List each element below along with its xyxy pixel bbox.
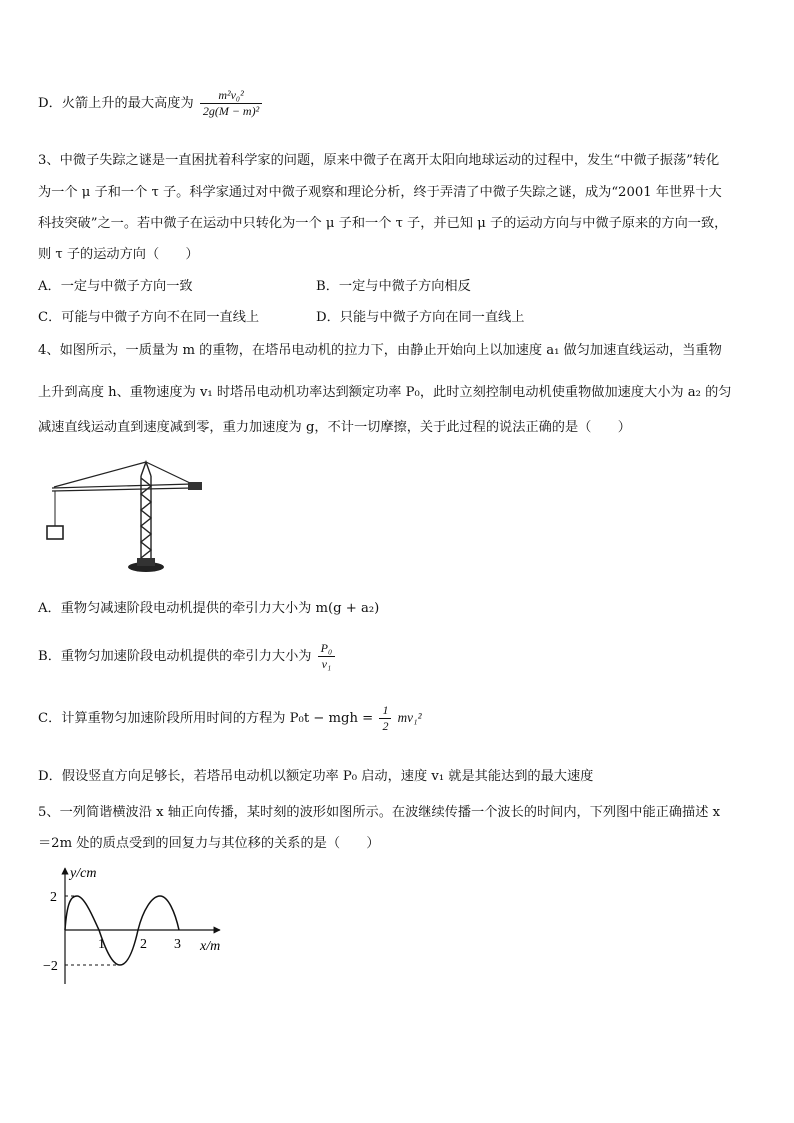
q3-line-1: 3、中微子失踪之谜是一直困扰着科学家的问题，原来中微子在离开太阳向地球运动的过程中，发生“中微子振荡”转化 [38,153,720,168]
fraction-denominator: v₁ [321,657,332,671]
q3-line-4: 则 τ 子的运动方向（ ） [38,247,199,262]
q5-line-2: ＝2m 处的质点受到的回复力与其位移的关系的是（ ） [38,836,380,851]
q3-option-a: A．一定与中微子方向一致 [38,279,193,294]
q4-line-3: 减速直线运动直到速度减到零，重力加速度为 g，不计一切摩擦，关于此过程的说法正确的是（ ） [38,420,631,435]
q4-option-b [38,641,337,672]
q2-option-d [38,88,264,119]
fraction-denominator: 2g(M − m)² [202,104,260,118]
crane-counterweight [188,482,202,490]
q4-line-2: 上升到高度 h、重物速度为 v₁ 时塔吊电动机功率达到额定功率 P₀，此时立刻控制电动机使重物做加速度大小为 a₂ 的匀 [38,385,732,400]
q4-option-b-text: B．重物匀加速阶段电动机提供的牵引力大小为 [38,649,312,664]
q3-line-2: 为一个 μ 子和一个 τ 子。科学家通过对中微子观察和理论分析，终于弄清了中微子失踪之谜，成为“2001 年世界十大 [38,185,722,200]
y-tick-label-neg2: −2 [43,959,58,974]
y-axis-label: y/cm [70,866,97,881]
q3-option-d: D．只能与中微子方向在同一直线上 [316,310,525,325]
q4-option-c [38,703,422,734]
q4-option-a: A．重物匀减速阶段电动机提供的牵引力大小为 m(g + a₂) [38,601,380,616]
fraction-numerator: P₀ [318,641,336,657]
fraction-denominator: 2 [382,719,389,733]
tower-crane-figure [42,458,212,576]
q2-option-d-text: D．火箭上升的最大高度为 [38,96,194,111]
x-axis-label: x/m [200,939,221,954]
crane-jib [52,462,192,491]
q4-option-d: D．假设竖直方向足够长，若塔吊电动机以额定功率 P₀ 启动，速度 v₁ 就是其能达到的最大速度 [38,769,594,784]
crane-base-block [137,558,155,566]
q3-option-b: B．一定与中微子方向相反 [316,279,471,294]
q4-option-c-text: C．计算重物匀加速阶段所用时间的方程为 P₀t − mgh = [38,711,374,726]
y-tick-label-2: 2 [50,890,57,905]
q3-option-c: C．可能与中微子方向不在同一直线上 [38,310,260,325]
x-tick-label-3: 3 [174,937,181,952]
wave-graph [40,862,240,990]
q4-option-c-tail: mv₁² [397,710,422,725]
crane-mast [141,476,151,558]
crane-load-box [47,526,63,539]
fraction-numerator: 1 [379,703,391,719]
x-tick-label-1: 1 [98,937,105,952]
fraction-numerator: m²v₀² [200,88,262,104]
q5-line-1: 5、一列简谐横波沿 x 轴正向传播，某时刻的波形如图所示。在波继续传播一个波长的时间内，下列图中能正确描述 x [38,805,721,820]
x-tick-label-2: 2 [140,937,147,952]
q2-option-d-fraction [200,88,262,119]
q3-line-3: 科技突破”之一。若中微子在运动中只转化为一个 μ 子和一个 τ 子，并已知 μ 子的运动方向与中微子原来的方向一致， [38,216,728,231]
q4-option-c-fraction [379,703,391,734]
q4-line-1: 4、如图所示，一质量为 m 的重物，在塔吊电动机的拉力下，由静止开始向上以加速度 a₁ 做匀加速直线运动，当重物 [38,343,722,358]
q4-option-b-fraction [318,641,336,672]
